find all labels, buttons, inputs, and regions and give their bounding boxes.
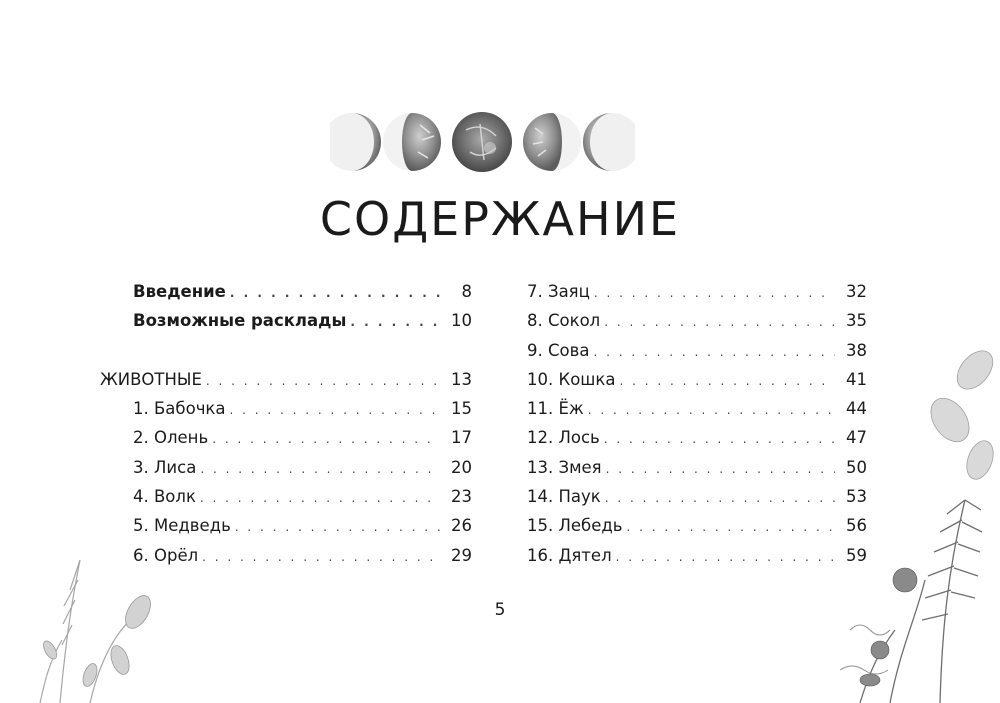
toc-entry[interactable] (527, 365, 867, 394)
toc-entry-label: 15. Лебедь (527, 516, 623, 536)
toc-entry-label: 10. Кошка (527, 369, 616, 389)
toc-section-heading[interactable] (100, 365, 472, 394)
dot-leader (202, 543, 440, 572)
toc-entry-label: 9. Сова (527, 340, 590, 360)
toc-entry[interactable] (527, 453, 867, 482)
toc-entry-page: 17 (451, 428, 472, 448)
toc-entry-page: 26 (451, 516, 472, 536)
dot-leader (616, 543, 835, 572)
dot-leader (230, 279, 440, 308)
toc-entry[interactable] (100, 277, 472, 306)
toc-left-column (100, 277, 472, 570)
moon-phases-decoration (330, 100, 635, 180)
toc-entry-page: 38 (846, 340, 867, 360)
toc-entry-page: 32 (846, 282, 867, 301)
toc-entry-page: 23 (451, 487, 472, 507)
toc-entry-page: 8 (461, 282, 472, 301)
toc-entry[interactable] (527, 336, 867, 365)
dot-leader (605, 484, 835, 513)
dot-leader (606, 455, 835, 484)
toc-entry-label: 3. Лиса (133, 457, 197, 477)
dot-leader (594, 279, 835, 308)
moon-gibbous-right-icon (523, 113, 581, 171)
dot-leader (230, 396, 440, 425)
toc-entry[interactable] (527, 394, 867, 423)
moon-full-icon (452, 112, 512, 172)
toc-entry-page: 47 (846, 428, 867, 448)
toc-entry-label: 4. Волк (133, 487, 196, 507)
page-number: 5 (494, 600, 506, 620)
toc-entry[interactable] (100, 394, 472, 423)
toc-entry[interactable] (100, 423, 472, 452)
toc-entry-label: 2. Олень (133, 428, 209, 448)
toc-entry-page: 15 (451, 399, 472, 419)
toc-entry-label: 11. Ёж (527, 399, 584, 419)
dot-leader (604, 425, 835, 454)
toc-entry-page: 41 (846, 369, 867, 389)
dot-leader (200, 455, 440, 484)
toc-entry[interactable] (100, 511, 472, 540)
toc-entry-page: 44 (846, 399, 867, 419)
toc-entry-page: 59 (846, 545, 867, 565)
botanical-left-decoration (20, 540, 170, 703)
toc-entry-label: 8. Сокол (527, 311, 601, 331)
dot-leader (604, 308, 835, 337)
dot-leader (206, 367, 440, 396)
dot-leader (350, 308, 440, 337)
toc-entry-label: 12. Лось (527, 428, 600, 448)
dot-leader (588, 396, 835, 425)
toc-entry[interactable] (527, 482, 867, 511)
toc-entry[interactable] (100, 453, 472, 482)
dot-leader (212, 425, 440, 454)
toc-entry-page: 56 (846, 516, 867, 536)
toc-entry[interactable] (100, 482, 472, 511)
moon-crescent-left-icon (330, 113, 381, 171)
moon-crescent-right-icon (583, 113, 635, 171)
toc-entry-page: 13 (451, 369, 472, 389)
toc-entry-label: 5. Медведь (133, 516, 231, 536)
page-title: СОДЕРЖАНИЕ (319, 192, 681, 246)
toc-section-label: ЖИВОТНЫЕ (100, 369, 202, 389)
toc-entry[interactable] (527, 511, 867, 540)
dot-leader (200, 484, 440, 513)
toc-entry[interactable] (100, 306, 472, 335)
dot-leader (627, 513, 835, 542)
toc-entry-label: 7. Заяц (527, 282, 590, 301)
botanical-right-decoration (830, 330, 1000, 703)
toc-right-column (527, 277, 867, 570)
dot-leader (235, 513, 440, 542)
toc-entry-label: 6. Орёл (133, 545, 199, 565)
toc-entry[interactable] (527, 541, 867, 570)
toc-entry-label: 16. Дятел (527, 545, 612, 565)
dot-leader (619, 367, 835, 396)
toc-entry-page: 20 (451, 457, 472, 477)
toc-entry-label: 13. Змея (527, 457, 602, 477)
toc-entry-page: 53 (846, 487, 867, 507)
spacer (100, 336, 472, 365)
toc-entry-page: 35 (846, 311, 867, 331)
toc-entry-page: 10 (451, 311, 472, 331)
dot-leader (593, 338, 835, 367)
toc-entry-label: 1. Бабочка (133, 399, 226, 419)
toc-entry-label: Введение (133, 282, 226, 301)
toc-entry[interactable] (527, 306, 867, 335)
moon-gibbous-left-icon (383, 113, 441, 171)
toc-entry-label: 14. Паук (527, 487, 601, 507)
toc-entry[interactable] (527, 277, 867, 306)
toc-entry-page: 29 (451, 545, 472, 565)
toc-entry[interactable] (527, 423, 867, 452)
toc-entry-page: 50 (846, 457, 867, 477)
toc-entry-label: Возможные расклады (133, 311, 347, 331)
